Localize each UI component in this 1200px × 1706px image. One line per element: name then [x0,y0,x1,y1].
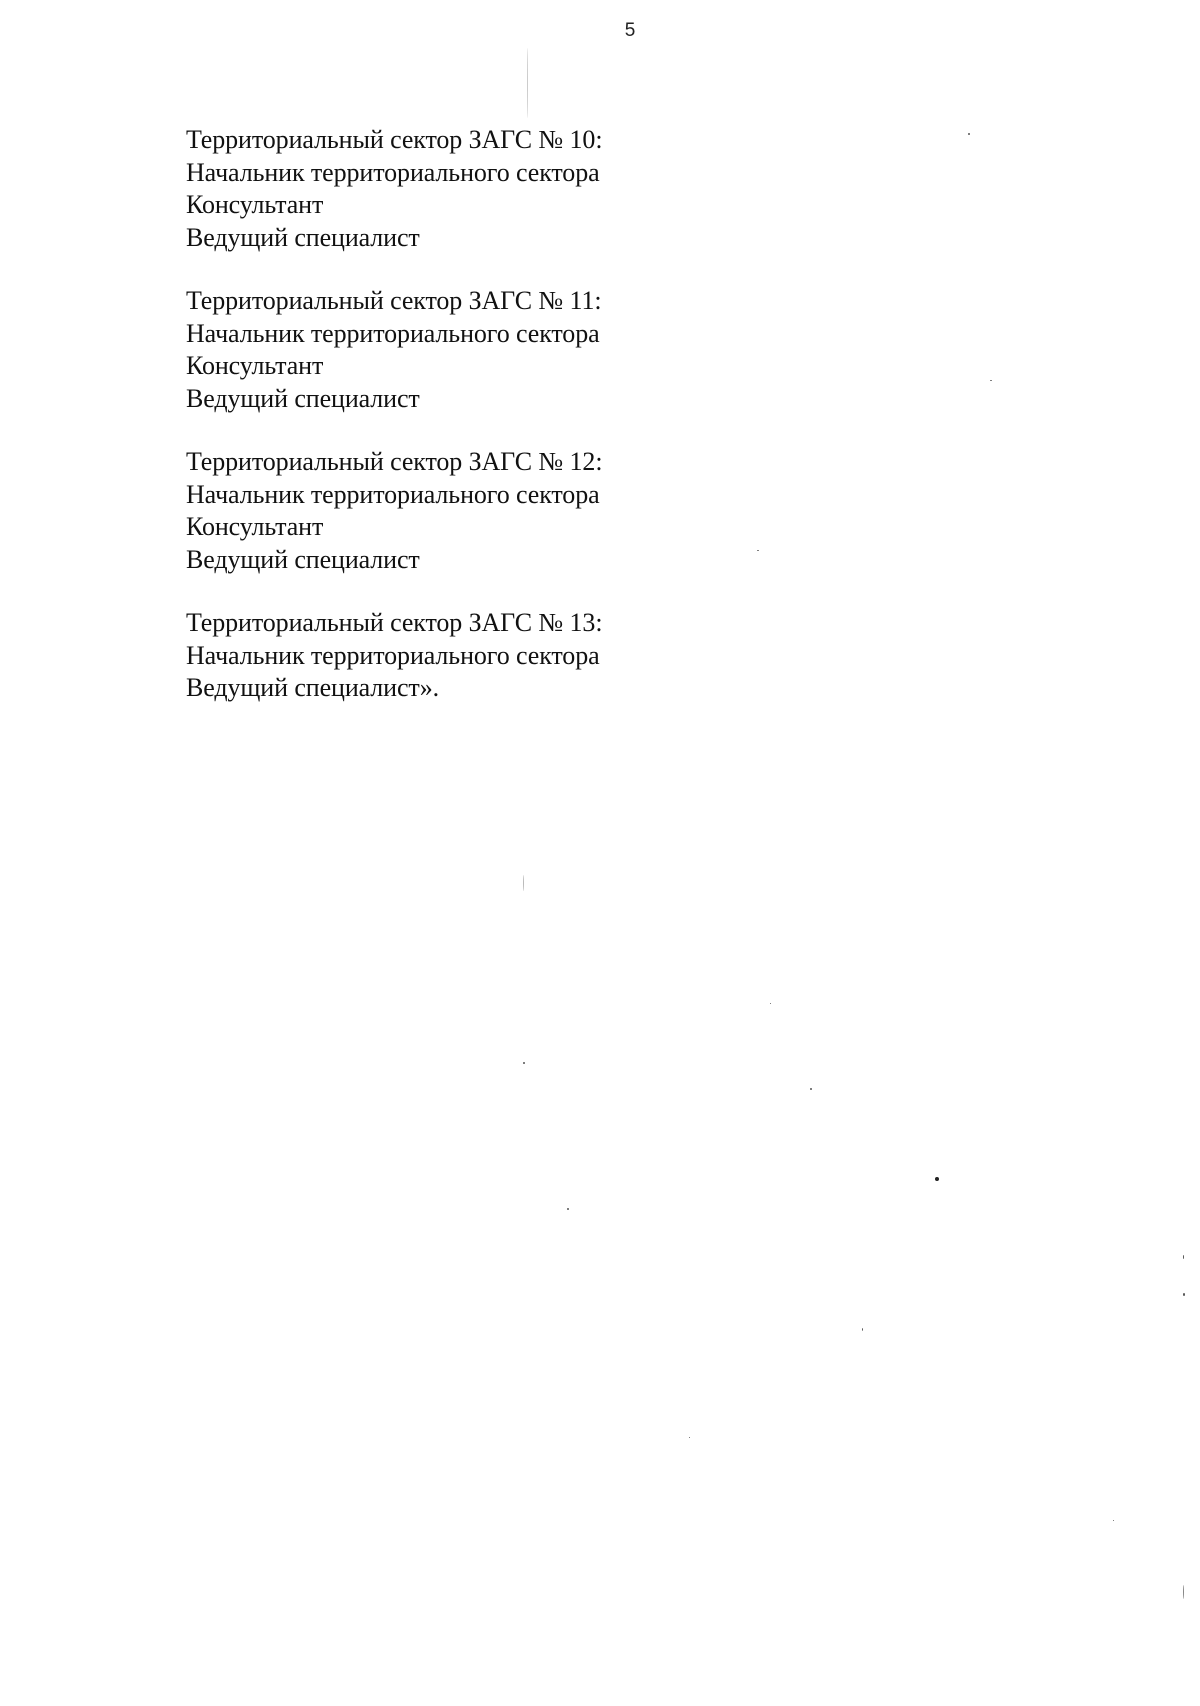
scan-speck [990,380,992,381]
scan-speck [523,875,524,891]
position-line: Начальник территориального сектора [186,157,600,187]
position-line: Начальник территориального сектора [186,479,600,509]
scan-speck [770,1003,771,1004]
scan-speck [1183,1293,1185,1296]
position-line: Консультант [186,190,324,219]
document-body [186,124,886,736]
sector-heading: Территориальный сектор ЗАГС № 11: [186,286,602,315]
position-line: Ведущий специалист [186,383,420,413]
scan-speck [1183,1255,1184,1259]
sector-block [186,446,886,576]
position-line: Ведущий специалист». [186,673,439,702]
sector-block [186,124,886,254]
scan-speck [567,1208,569,1210]
scan-speck [1113,1520,1114,1521]
scan-speck [523,1062,525,1064]
scan-speck [527,48,528,118]
position-line: Ведущий специалист [186,222,420,252]
sector-heading: Территориальный сектор ЗАГС № 12: [186,447,603,476]
position-line: Начальник территориального сектора [186,640,600,670]
sector-block [186,285,886,415]
scan-speck [1183,1585,1184,1599]
scan-speck [810,1088,812,1090]
scan-speck [935,1177,939,1181]
position-line: Ведущий специалист [186,544,420,574]
sector-heading: Территориальный сектор ЗАГС № 13: [186,608,603,637]
scan-speck [862,1328,863,1331]
sector-block [186,607,886,705]
position-line: Консультант [186,351,324,380]
scan-speck [689,1437,690,1438]
page-number: 5 [624,20,636,41]
position-line: Консультант [186,512,324,541]
sector-heading: Территориальный сектор ЗАГС № 10: [186,125,603,154]
position-line: Начальник территориального сектора [186,318,600,348]
scan-speck [968,133,970,135]
